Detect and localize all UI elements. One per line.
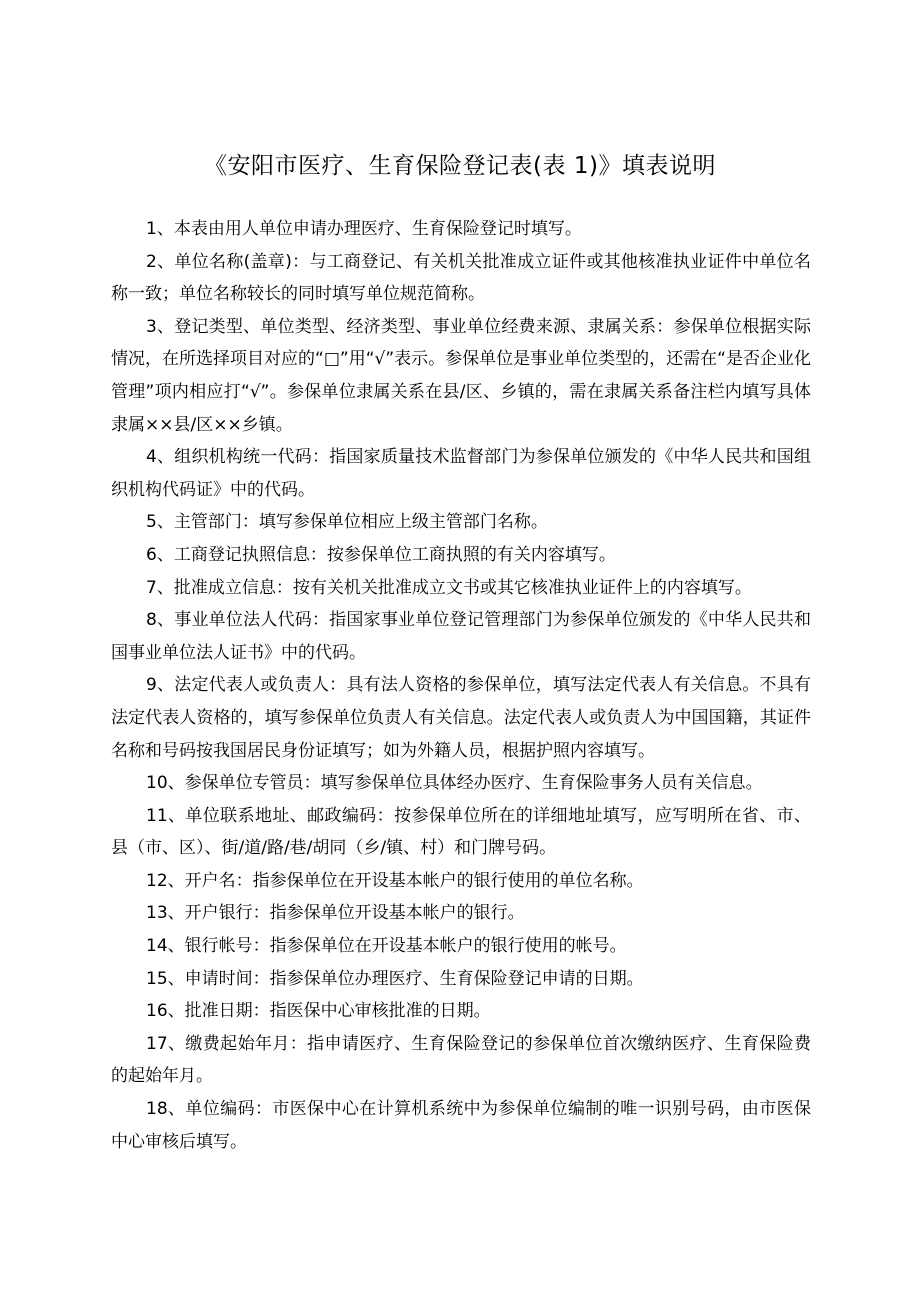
instructions-body [111,213,811,1158]
instruction-item-5: 5、主管部门：填写参保单位相应上级主管部门名称。 [146,512,548,533]
instruction-item-17: 17、缴费起始年月：指申请医疗、生育保险登记的参保单位首次缴纳医疗、生育保险费的起始年月。 [111,1033,811,1087]
instruction-item-2: 2、单位名称(盖章)：与工商登记、有关机关批准成立证件或其他核准执业证件中单位名称一致；单位名称较长的同时填写单位规范简称。 [111,251,811,305]
instruction-item-13: 13、开户银行：指参保单位开设基本帐户的银行。 [146,903,525,924]
instruction-item-1: 1、本表由用人单位申请办理医疗、生育保险登记时填写。 [146,219,582,239]
instruction-item-9: 9、法定代表人或负责人：具有法人资格的参保单位，填写法定代表人有关信息。不具有法定代表人资格的，填写参保单位负责人有关信息。法定代表人或负责人为中国国籍，其证件名称和号码按我国居民身份证填写；如为外籍人员，根据护照内容填写。 [111,675,811,761]
instruction-item-6: 6、工商登记执照信息：按参保单位工商执照的有关内容填写。 [146,544,616,565]
instruction-item-12: 12、开户名：指参保单位在开设基本帐户的银行使用的单位名称。 [146,870,644,891]
document-title: 《安阳市医疗、生育保险登记表(表 1)》填表说明 [204,153,716,179]
instruction-item-15: 15、申请时间：指参保单位办理医疗、生育保险登记申请的日期。 [146,968,644,989]
instruction-item-11: 11、单位联系地址、邮政编码：按参保单位所在的详细地址填写，应写明所在省、市、县（市、区）、街/道/路/巷/胡同（乡/镇、村）和门牌号码。 [111,805,811,859]
instruction-item-16: 16、批准日期：指医保中心审核批准的日期。 [146,1001,491,1022]
instruction-item-7: 7、批准成立信息：按有关机关批准成立文书或其它核准执业证件上的内容填写。 [146,577,752,598]
instruction-item-14: 14、银行帐号：指参保单位在开设基本帐户的银行使用的帐号。 [146,936,627,957]
instruction-item-18: 18、单位编码：市医保中心在计算机系统中为参保单位编制的唯一识别号码，由市医保中心审核后填写。 [111,1099,811,1152]
instruction-item-4: 4、组织机构统一代码：指国家质量技术监督部门为参保单位颁发的《中华人民共和国组织机构代码证》中的代码。 [111,447,811,500]
instruction-item-10: 10、参保单位专管员：填写参保单位具体经办医疗、生育保险事务人员有关信息。 [146,773,763,794]
instruction-item-3: 3、登记类型、单位类型、经济类型、事业单位经费来源、隶属关系：参保单位根据实际情况，在所选择项目对应的“□”用“√”表示。参保单位是事业单位类型的，还需在“是否企业化管理”项内相应打“√”。参保单位隶属关系在县/区、乡镇的，需在隶属关系备注栏内填写具体隶属××县/区××乡镇。 [111,316,811,435]
instruction-item-8: 8、事业单位法人代码：指国家事业单位登记管理部门为参保单位颁发的《中华人民共和国事业单位法人证书》中的代码。 [111,610,811,663]
